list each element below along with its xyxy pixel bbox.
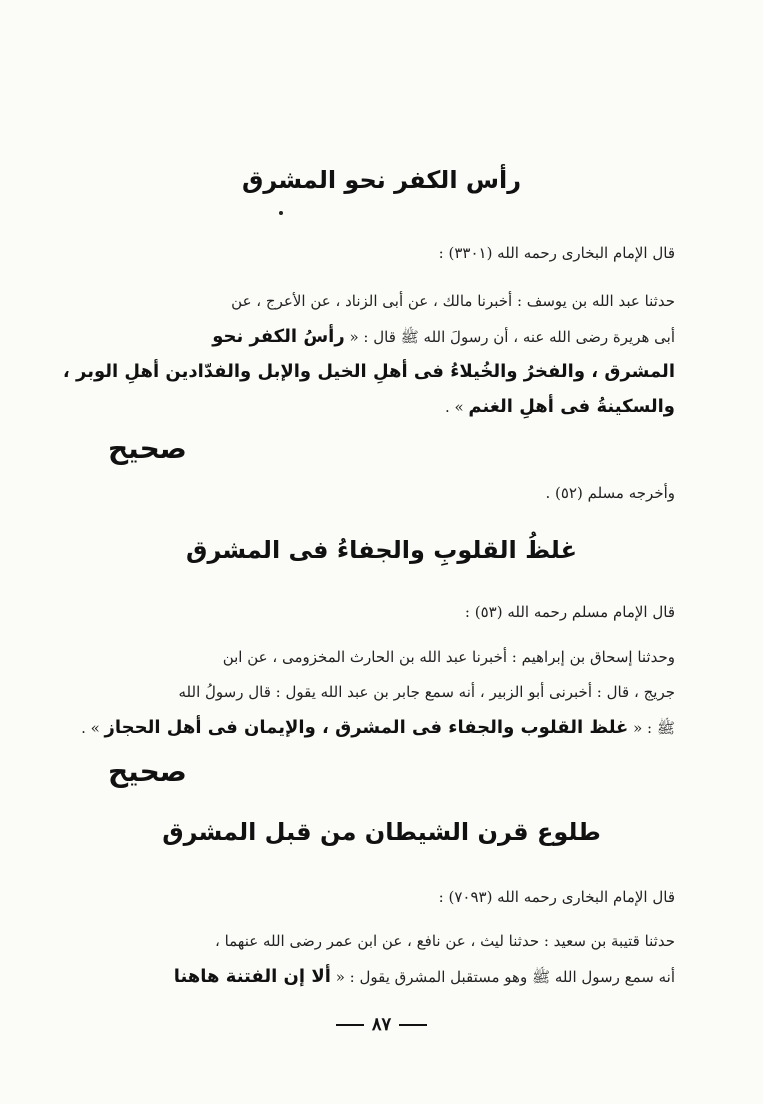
- hadith-isnad: حدثنا قتيبة بن سعيد : حدثنا ليث ، عن نافع ، عن ابن عمر رضى الله عنهما ،: [214, 932, 675, 950]
- grade-label-1: صحيح: [108, 432, 187, 465]
- hadith-text-2: [81, 640, 675, 745]
- hadith-intro-1: قال الإمام البخارى رحمه الله (٣٣٠١) :: [438, 244, 675, 262]
- dash-ornament-left: [336, 1024, 364, 1026]
- section-title-2: غلظُ القلوبِ والجفاءُ فى المشرق: [186, 536, 577, 564]
- hadith-intro-2: قال الإمام مسلم رحمه الله (٥٣) :: [464, 603, 675, 621]
- hadith-matn: المشرق ، والفخرُ والخُيلاءُ فى أهلِ الخيل والإبل والفدّادين أهلِ الوبر ،: [62, 361, 675, 382]
- hadith-isnad: أنه سمع رسول الله ﷺ وهو مستقبل المشرق يقول : «: [330, 968, 675, 986]
- grade-label-2: صحيح: [108, 755, 187, 788]
- text-line: [95, 640, 675, 675]
- hadith-matn: رأسُ الكفر نحو: [212, 326, 345, 347]
- hadith-isnad: حدثنا عبد الله بن يوسف : أخبرنا مالك ، عن أبى الزناد ، عن الأعرج ، عن: [231, 292, 675, 310]
- hadith-isnad: وحدثنا إسحاق بن إبراهيم : أخبرنا عبد الله بن الحارث المخزومى ، عن ابن: [222, 648, 675, 666]
- ink-dot: [279, 211, 283, 215]
- page-number: [0, 1014, 763, 1035]
- text-line: [95, 319, 675, 354]
- hadith-isnad: » .: [81, 719, 105, 737]
- text-line: [81, 710, 675, 745]
- hadith-isnad: أبى هريرة رضى الله عنه ، أن رسولَ الله ﷺ قال : «: [344, 328, 675, 346]
- hadith-note-1: وأخرجه مسلم (٥٢) .: [545, 484, 675, 502]
- text-line: [95, 924, 675, 959]
- hadith-text-1: [62, 284, 675, 424]
- text-line: [95, 284, 675, 319]
- text-line: [95, 675, 675, 710]
- text-line: [95, 389, 675, 424]
- section-title-3: طلوع قرن الشيطان من قبل المشرق: [162, 818, 601, 846]
- page-number-text: ٨٧: [371, 1014, 392, 1035]
- text-line: [62, 354, 675, 389]
- hadith-text-3: [95, 924, 675, 994]
- hadith-matn: ألا إن الفتنة هاهنا: [173, 966, 331, 987]
- hadith-matn: غلظ القلوب والجفاء فى المشرق ، والإيمان فى أهل الحجاز: [104, 717, 629, 738]
- text-line: [95, 959, 675, 994]
- hadith-isnad: ﷺ : «: [628, 719, 675, 737]
- section-title-1: رأس الكفر نحو المشرق: [241, 166, 522, 194]
- dash-ornament-right: [399, 1024, 427, 1026]
- hadith-isnad: جريج ، قال : أخبرنى أبو الزبير ، أنه سمع جابر بن عبد الله يقول : قال رسولُ الله: [178, 683, 675, 701]
- hadith-matn: والسكينةُ فى أهلِ الغنم: [468, 396, 675, 417]
- hadith-isnad: » .: [444, 398, 469, 416]
- hadith-intro-3: قال الإمام البخارى رحمه الله (٧٠٩٣) :: [438, 888, 675, 906]
